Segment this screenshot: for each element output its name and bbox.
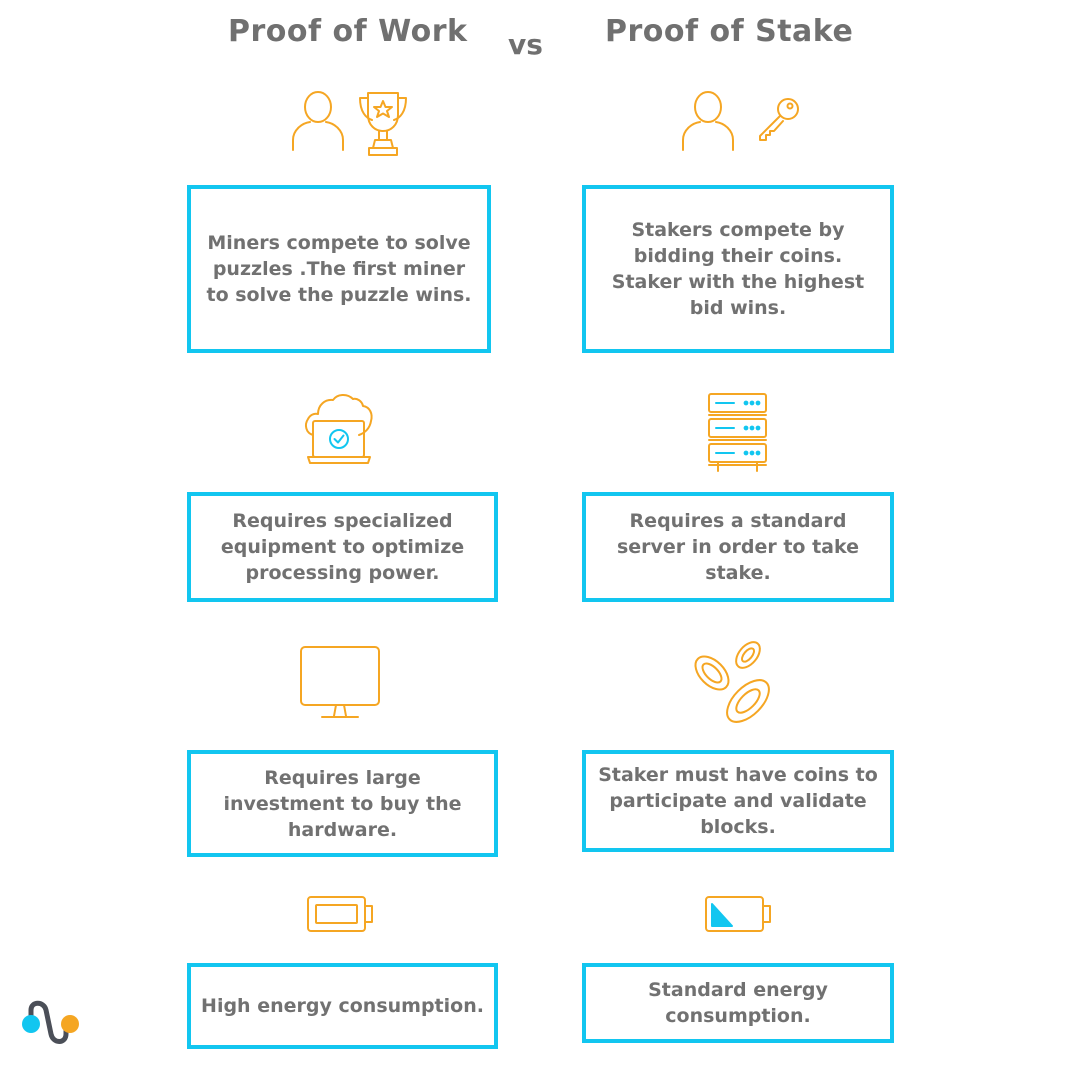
battery-full-icon: [306, 894, 376, 934]
coins-icon: [692, 638, 778, 730]
pos-equipment-box: [582, 492, 894, 602]
pos-investment-text: Staker must have coins to participate and validate blocks.: [598, 764, 878, 838]
pos-energy-box: [582, 963, 894, 1043]
pow-consensus-box: [187, 185, 491, 353]
pos-equipment-text: Requires a standard server in order to take stake.: [616, 510, 860, 584]
pow-equipment-box: [187, 492, 498, 602]
pow-equipment-text: Requires specialized equipment to optimize processing power.: [220, 510, 465, 584]
pow-investment-text: Requires large investment to buy the hardware.: [223, 766, 462, 841]
monitor-icon: [298, 644, 384, 722]
server-rack-icon: [706, 391, 770, 473]
pos-energy-text: Standard energy consumption.: [648, 979, 828, 1027]
person-key-icon: [680, 90, 810, 160]
pow-investment-box: [187, 750, 498, 857]
vs-label: vs: [508, 28, 543, 61]
pos-consensus-text: Stakers compete by bidding their coins. Staker with the highest bid wins.: [611, 219, 865, 319]
pos-consensus-box: [582, 185, 894, 353]
pos-investment-box: [582, 750, 894, 852]
brand-logo-icon: [20, 998, 84, 1050]
person-trophy-icon: [288, 90, 418, 160]
cloud-laptop-icon: [303, 393, 375, 469]
battery-low-icon: [704, 894, 774, 934]
pow-energy-text: High energy consumption.: [201, 995, 484, 1017]
pow-energy-box: [187, 963, 498, 1049]
heading-proof-of-work: Proof of Work: [228, 14, 468, 49]
heading-proof-of-stake: Proof of Stake: [605, 14, 854, 49]
pow-consensus-text: Miners compete to solve puzzles .The first miner to solve the puzzle wins.: [206, 232, 472, 306]
